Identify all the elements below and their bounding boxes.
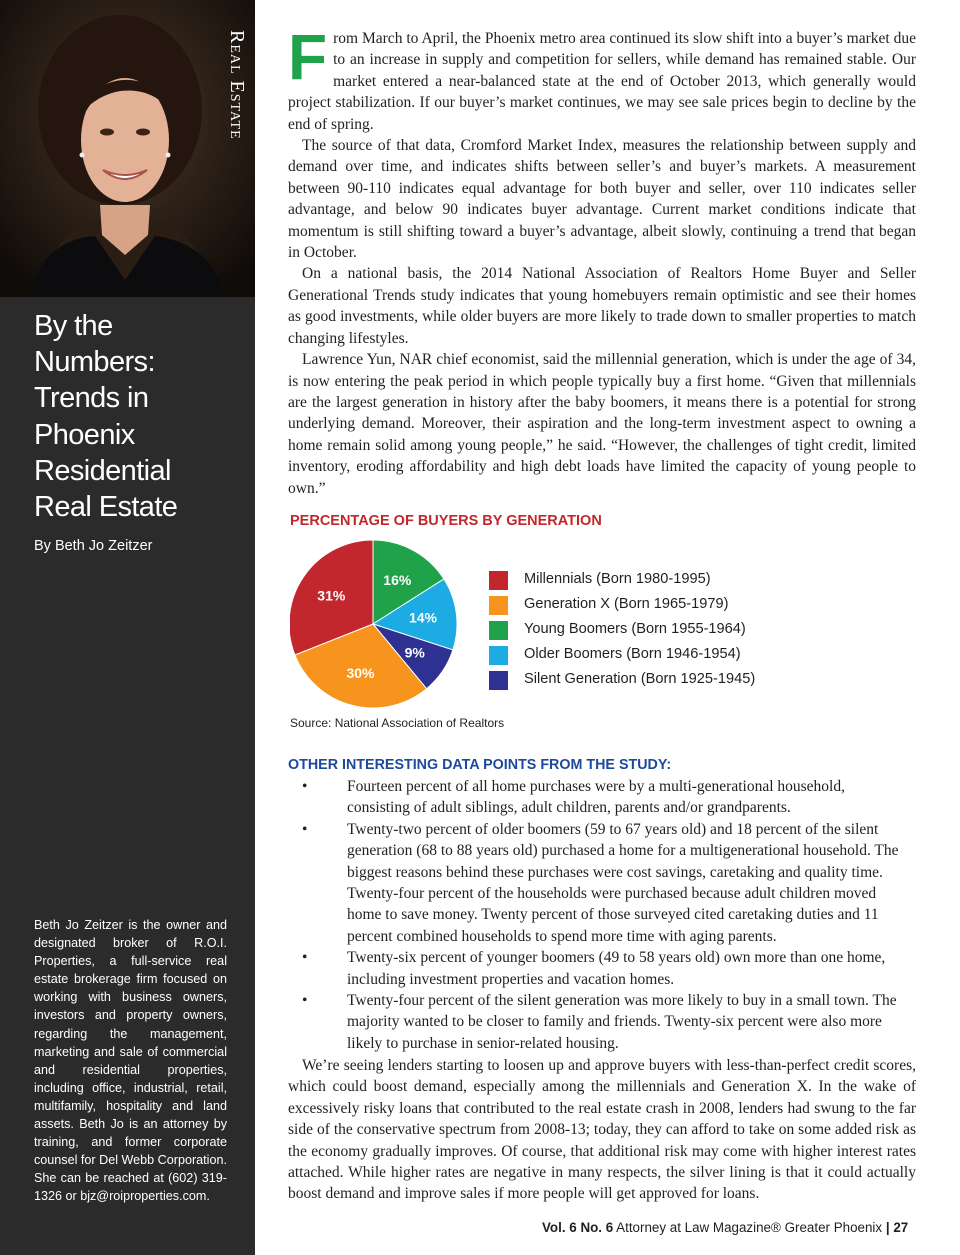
legend-label: Silent Generation (Born 1925-1945) bbox=[524, 671, 756, 687]
bullet-dot: • bbox=[302, 992, 308, 1010]
page-footer bbox=[542, 1220, 908, 1235]
article-title bbox=[34, 308, 244, 525]
author-photo bbox=[0, 0, 255, 297]
bullet-dot: • bbox=[302, 820, 308, 838]
title-line: Real Estate bbox=[34, 491, 178, 524]
byline: By Beth Jo Zeitzer bbox=[34, 538, 153, 554]
title-line: By the bbox=[34, 310, 113, 342]
legend-swatch bbox=[489, 621, 508, 640]
paragraph: From March to April, the Phoenix metro area continued its slow shift into a buyer’s market due to an increase in supply and competition for sellers, while demand has remained stable. Our market entered a near-balanced state at the end of October 2013, which generally would project stabilization. If our buyer’s market continues, we may see sale prices begin to decline by the end of spring. bbox=[288, 21, 916, 133]
issue-label: Vol. 6 No. 6 bbox=[542, 1220, 614, 1235]
pie-slice-label: 31% bbox=[317, 587, 346, 604]
article-body bbox=[288, 21, 916, 499]
legend-label: Millennials (Born 1980-1995) bbox=[524, 571, 711, 587]
bullet-dot: • bbox=[302, 778, 308, 795]
pie-chart bbox=[290, 538, 460, 710]
list-item: • Fourteen percent of all home purchases were by a multi-generational household, consisting of adult siblings, adult children, parents and/or grandparents. bbox=[302, 778, 845, 817]
pie-slice-label: 16% bbox=[383, 571, 412, 588]
pie-slice-label: 9% bbox=[404, 644, 425, 661]
section-label: Real Estate bbox=[226, 30, 248, 140]
magazine-name: Attorney at Law Magazine® Greater Phoenix bbox=[616, 1220, 883, 1235]
chart-source: Source: National Association of Realtors bbox=[290, 716, 505, 730]
footer-separator: | bbox=[885, 1220, 890, 1235]
title-line: Phoenix bbox=[34, 418, 135, 451]
closing-paragraph-wrap bbox=[288, 1055, 916, 1205]
legend-swatch bbox=[489, 571, 508, 590]
chart-title: PERCENTAGE OF BUYERS BY GENERATION bbox=[290, 513, 602, 529]
data-points-heading: OTHER INTERESTING DATA POINTS FROM THE STUDY: bbox=[288, 757, 672, 773]
legend-swatch bbox=[489, 646, 508, 665]
drop-cap: F bbox=[288, 21, 328, 93]
paragraph: Lawrence Yun, NAR chief economist, said the millennial generation, which is under the age of 34, is now entering the peak period in which people typically buy a first home. “Given that millennials are the largest generation in history after the baby boomers, it means there is a potential for strong underlying demand. Moreover, their aspiration and the long-term investment aspect to owning a home remain solid among young people,” he said. “However, the challenges of tight credit, limited inventory, eroding affordability and high debt loads have limited the capacity of young people to own.” bbox=[288, 351, 916, 497]
title-line: Numbers: bbox=[34, 346, 155, 379]
paragraph: We’re seeing lenders starting to loosen up and approve buyers with less-than-perfect credit scores, which could boost demand, especially among the millennials and Generation X. In the wake of excessively risky loans that contributed to the real estate crash in 2008, lenders had swung to the far side of the conservative spectrum from 2008-13; today, they can afford to take on some added risk as the economy gradually improves. Of course, that additional risk may come with higher interest rates attached. While higher rates are negative in many respects, the silver lining is that it could actually boost demand and improve sales if more people will get approved for loans. bbox=[288, 1057, 916, 1203]
list-item: • Twenty-two percent of older boomers (59 to 67 years old) and 18 percent of the silent generation (68 to 88 years old) purchased a home for a multigenerational household. The biggest reasons behind these purchases were cost savings, caretaking and quality time. Twenty-four percent of the households were purchased because adult children moved home to save money. Twenty percent of those surveyed cited caretaking duties and 11 percent combined households to spend more time with aging parents. bbox=[302, 820, 899, 945]
title-line: Residential bbox=[34, 454, 171, 487]
bullet-dot: • bbox=[302, 949, 308, 967]
sidebar bbox=[0, 0, 255, 1255]
legend-label: Older Boomers (Born 1946-1954) bbox=[524, 646, 741, 662]
legend-swatch bbox=[489, 671, 508, 690]
legend-label: Young Boomers (Born 1955-1964) bbox=[524, 621, 746, 637]
legend-label: Generation X (Born 1965-1979) bbox=[524, 596, 729, 612]
list-item: • Twenty-four percent of the silent generation was more likely to buy in a small town. The majority wanted to be closer to family and friends. Twenty-six percent were also more likely to purchase in senior-related housing. bbox=[302, 992, 897, 1052]
list-item: • Twenty-six percent of younger boomers (49 to 58 years old) own more than one home, including investment properties and vacation homes. bbox=[302, 949, 886, 988]
title-line: Trends in bbox=[34, 382, 149, 415]
pie-slice-label: 14% bbox=[408, 609, 438, 626]
page-number: 27 bbox=[893, 1220, 909, 1235]
data-points-list bbox=[288, 776, 916, 1054]
pie-slice-label: 30% bbox=[346, 664, 375, 681]
author-bio: Beth Jo Zeitzer is the owner and designated broker of R.O.I. Properties, a full-service real estate brokerage firm focused on working with business owners, investors and property owners, regarding the management, marketing and sale of commercial and residential properties, including office, industrial, retail, multifamily, hospitality and land assets. Beth Jo is an attorney by training, and former corporate counsel for Del Webb Corporation. She can be reached at (602) 319-1326 or bjz@roiproperties.com. bbox=[34, 918, 227, 1204]
legend-swatch bbox=[489, 596, 508, 615]
paragraph: On a national basis, the 2014 National Association of Realtors Home Buyer and Seller Generational Trends study indicates that young homebuyers remain optimistic and see their homes as good investments, while older buyers are more likely to trade down to smaller properties to match changing lifestyles. bbox=[288, 265, 916, 347]
paragraph: The source of that data, Cromford Market Index, measures the relationship between supply and demand over time, and indicates shifts between seller’s and buyer’s markets. A measurement between 90-110 indicates equal advantage for both buyer and seller, over 110 indicates seller advantage, and below 90 indicates buyer advantage. Current market conditions indicate that momentum is still shifting toward a buyer’s advantage, albeit slowly, continuing a trend that began in October. bbox=[288, 137, 916, 262]
